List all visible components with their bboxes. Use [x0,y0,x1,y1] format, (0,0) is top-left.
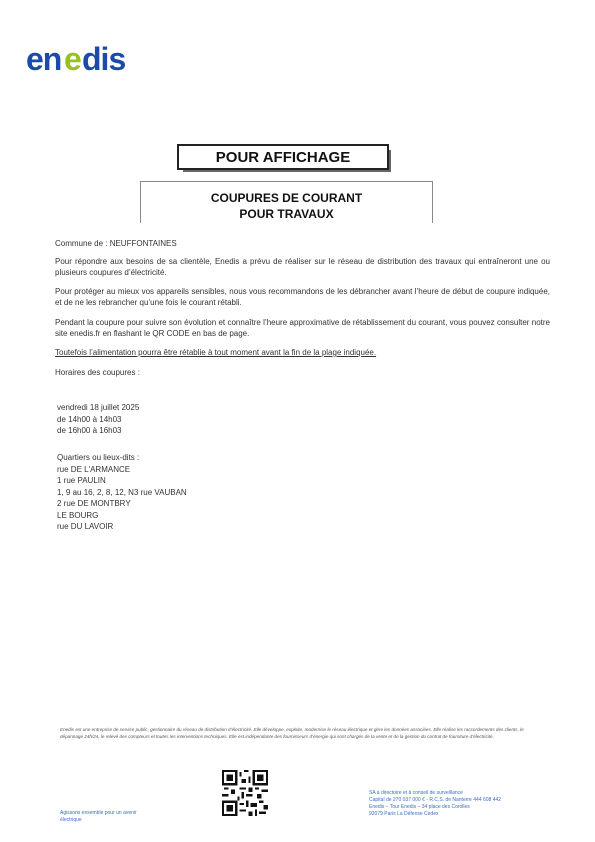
commune-text: Commune de : NEUFFONTAINES [55,239,177,248]
pour-affichage-title [177,144,389,170]
svg-text:e: e [64,41,81,77]
location-item: 1 rue PAULIN [57,476,106,485]
schedule-slot-1: de 14h00 à 14h03 [57,414,122,424]
paragraph-4-text: Toutefois l’alimentation pourra être rétablie à tout moment avant la fin de la plage indiquée. [55,348,377,357]
coupures-line2: POUR TRAVAUX [239,207,334,221]
paragraph-1-text: Pour répondre aux besoins de sa clientèle, Enedis a prévu de réaliser sur le réseau de distribution des travaux qui entraîneront une ou plusieurs coupures d’électricité. [55,257,550,277]
commune-line [55,238,550,249]
locations-block [57,452,187,533]
paragraph-2 [55,286,550,308]
footer-right-line2: Capital de 270 037 000 € - R.C.S. de Nanterre 444 608 442 [369,797,502,803]
paragraph-3-text: Pendant la coupure pour suivre son évolution et connaître l’heure approximative de rétablissement du courant, vous pouvez consulter notre site enedis.fr en flashant le QR CODE en bas de page. [55,318,550,338]
pour-affichage-text: POUR AFFICHAGE [215,148,351,166]
footer-right-line4: 92079 Paris La Défense Cedex [369,811,439,817]
footer-right-line1: SA à directoire et à conseil de surveillance [369,790,463,796]
location-item: rue DE L'ARMANCE [57,464,131,474]
paragraph-3 [55,317,550,339]
horaires-label [55,367,550,378]
svg-text:dis: dis [82,41,126,77]
footer-left-line2: électrique [60,816,82,823]
schedule-date: vendredi 18 juillet 2025 [57,403,140,412]
coupures-title-box [140,181,433,223]
horaires-label-text: Horaires des coupures : [55,368,140,377]
locations-label: Quartiers ou lieux-dits : [57,453,140,462]
footer-left [60,810,137,823]
enedis-logo [26,40,156,80]
paragraph-1 [55,256,550,278]
paragraph-2-text: Pour protéger au mieux vos appareils sensibles, nous vous recommandons de les débrancher avant l’heure de début de coupure indiquée, et de ne les rebrancher qu’une fois le courant rétabli. [55,287,550,307]
paragraph-4 [55,347,550,358]
qr-code[interactable] [222,770,268,816]
svg-text:en: en [26,41,62,77]
schedule-slot-2: de 16h00 à 16h03 [57,426,122,435]
legal-notice: Enedis est une entreprise de service public, gestionnaire du réseau de distribution d’électricité. Elle développe, exploite, modernise le réseau électrique et gère les données associées. Elle réalise les raccordements des clients, le dépannage 24h/24, le relevé des compteurs et toutes les interventions techniques. Elle est indépendante des fournisseurs d’énergie qui sont chargés de la vente et de la gestion du contrat de fourniture d’électricité. [60,727,524,739]
footer-right-line3: Enedis – Tour Enedis – 34 place des Corolles [369,804,470,810]
footer-right [369,790,501,818]
footer-left-line1: Agissons ensemble pour un avenir [60,810,137,816]
location-item: 2 rue DE MONTBRY [57,499,131,508]
location-item: LE BOURG [57,510,99,520]
schedule-block [57,402,139,437]
coupures-line1: COUPURES DE COURANT [210,191,363,205]
location-item: rue DU LAVOIR [57,522,114,531]
location-item: 1, 9 au 16, 2, 8, 12, N3 rue VAUBAN [57,487,187,497]
